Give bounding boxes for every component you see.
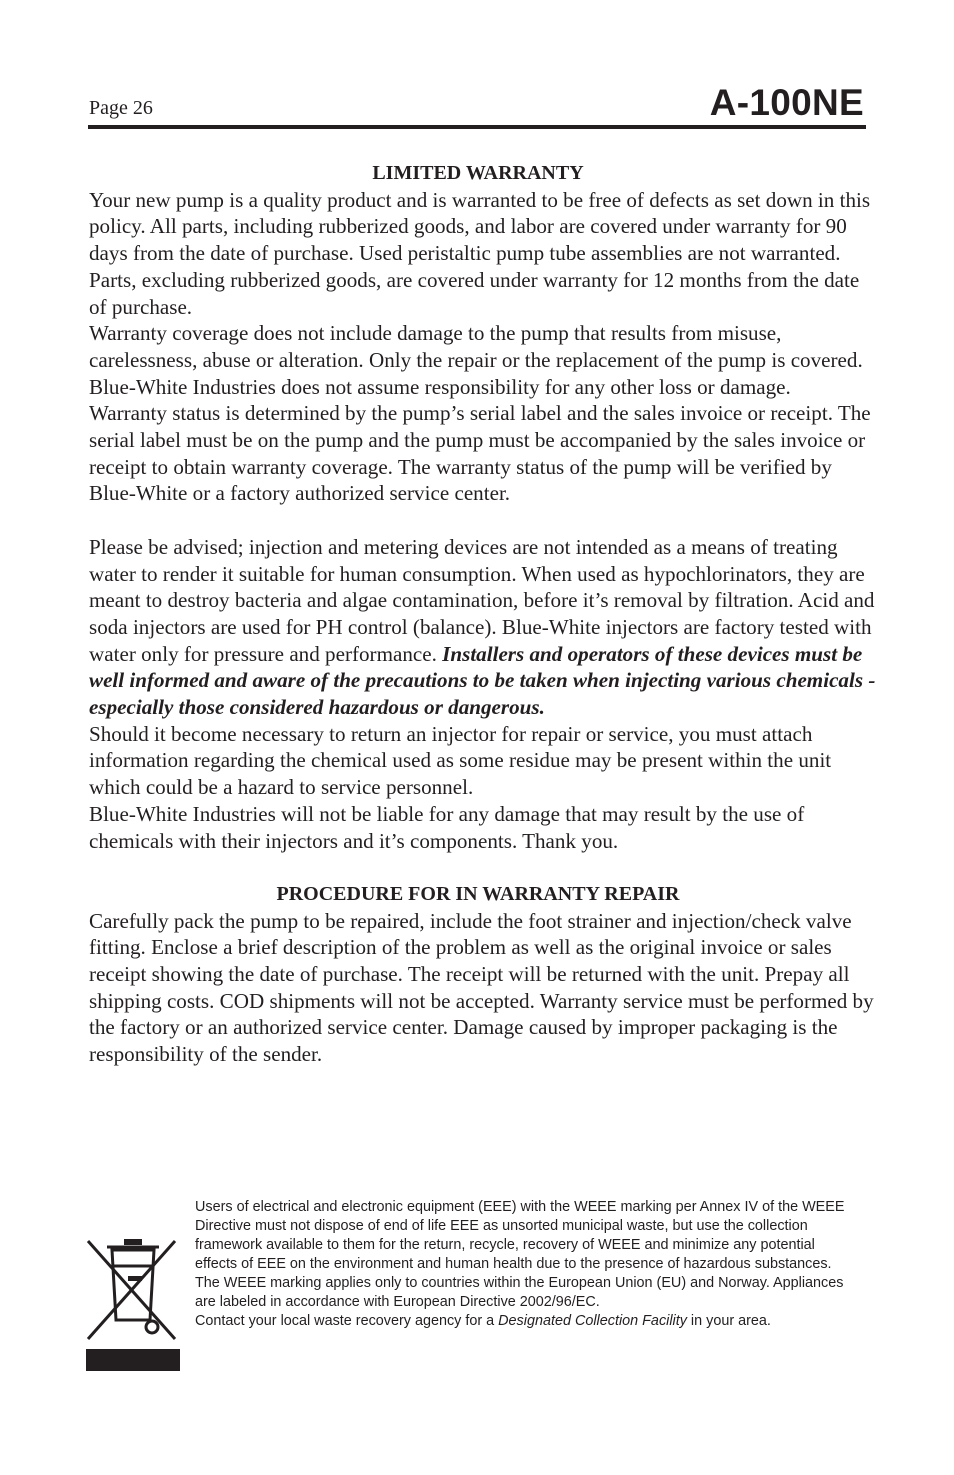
weee-text: Users of electrical and electronic equipment (EEE) with the WEEE marking per Annex IV of the WEEE Directive must not dispose of end of life EEE as unsorted municipal waste, but use the collection framework available to them for the return, recycle, recovery of WEEE and minimize any potential effects of EEE on the environment and human health due to the presence of hazardous substances. The WEEE marking applies only to countries within the European Union (EU) and Norway. Appliances are labeled in accordance with European Directive 2002/96/EC. <box>195 1199 845 1310</box>
weee-notice <box>195 1198 845 1331</box>
weee-contact-lead: Contact your local waste recovery agency for a <box>195 1313 499 1329</box>
advisory-paragraph-3: Blue-White Industries will not be liable for any damage that may result by the use of chemicals with their injectors and it’s components. Thank you. <box>89 801 805 853</box>
advisory-lead-text: Please be advised; injection and metering devices are not intended as a means of treating water to render it suitable for human consumption. When used as hypochlorinators, they are meant to destroy bacteria and algae contamination, before it’s removal by filtration. Acid and soda injectors are used for PH control (balance). Blue-White injectors are factory tested with water only for pressure and performance. <box>89 534 875 666</box>
model-title: A-100NE <box>709 82 864 123</box>
weee-contact <box>195 1312 845 1331</box>
warranty-paragraph-2: Warranty coverage does not include damage to the pump that results from misuse, carelessness, abuse or alteration. Only the repair or the replacement of the pump is covered. Blue-White Industries does not assume responsibility for any other loss or damage. <box>89 321 863 399</box>
header-rule <box>88 125 866 129</box>
weee-contact-tail: in your area. <box>686 1313 771 1329</box>
spacer <box>89 854 879 881</box>
weee-contact-italic: Designated Collection Facility <box>498 1313 687 1329</box>
page-number: Page 26 <box>89 97 153 119</box>
limited-warranty-heading: LIMITED WARRANTY <box>372 162 584 184</box>
advisory-emphasis-text: Installers and operators of these devices must be well informed and aware of the precautions to be taken when injecting various chemicals -especially those considered hazardous or dangerous. <box>89 641 876 720</box>
spacer <box>89 507 879 534</box>
advisory-paragraph-2: Should it become necessary to return an injector for repair or service, you must attach information regarding the chemical used as some residue may be present within the unit which could be a hazard to service personnel. <box>89 721 832 800</box>
repair-procedure-heading: PROCEDURE FOR IN WARRANTY REPAIR <box>276 882 680 905</box>
document-body <box>89 160 879 1068</box>
crossed-out-wheelie-bin-icon <box>86 1236 180 1371</box>
warranty-paragraph-1: Your new pump is a quality product and is warranted to be free of defects as set down in this policy. All parts, including rubberized goods, and labor are covered under warranty for 90 days from the date of purchase. Used peristaltic pump tube assemblies are not warranted. Parts, excluding rubberized goods, are covered under warranty for 12 months from the date of purchase. <box>89 187 871 319</box>
warranty-paragraph-3: Warranty status is determined by the pump’s serial label and the sales invoice or receipt. The serial label must be on the pump and the pump must be accompanied by the sales invoice or receipt to obtain warranty coverage. The warranty status of the pump will be verified by Blue-White or a factory authorized service center. <box>89 401 871 506</box>
advisory-paragraph-1 <box>89 534 879 721</box>
repair-paragraph: Carefully pack the pump to be repaired, include the foot strainer and injection/check valve fitting. Enclose a brief description of the problem as well as the original invoice or sales receipt showing the date of purchase. The receipt will be returned with the unit. Prepay all shipping costs. COD shipments will not be accepted. Warranty service must be performed by the factory or an authorized service center. Damage caused by improper packaging is the responsibility of the sender. <box>89 908 874 1067</box>
